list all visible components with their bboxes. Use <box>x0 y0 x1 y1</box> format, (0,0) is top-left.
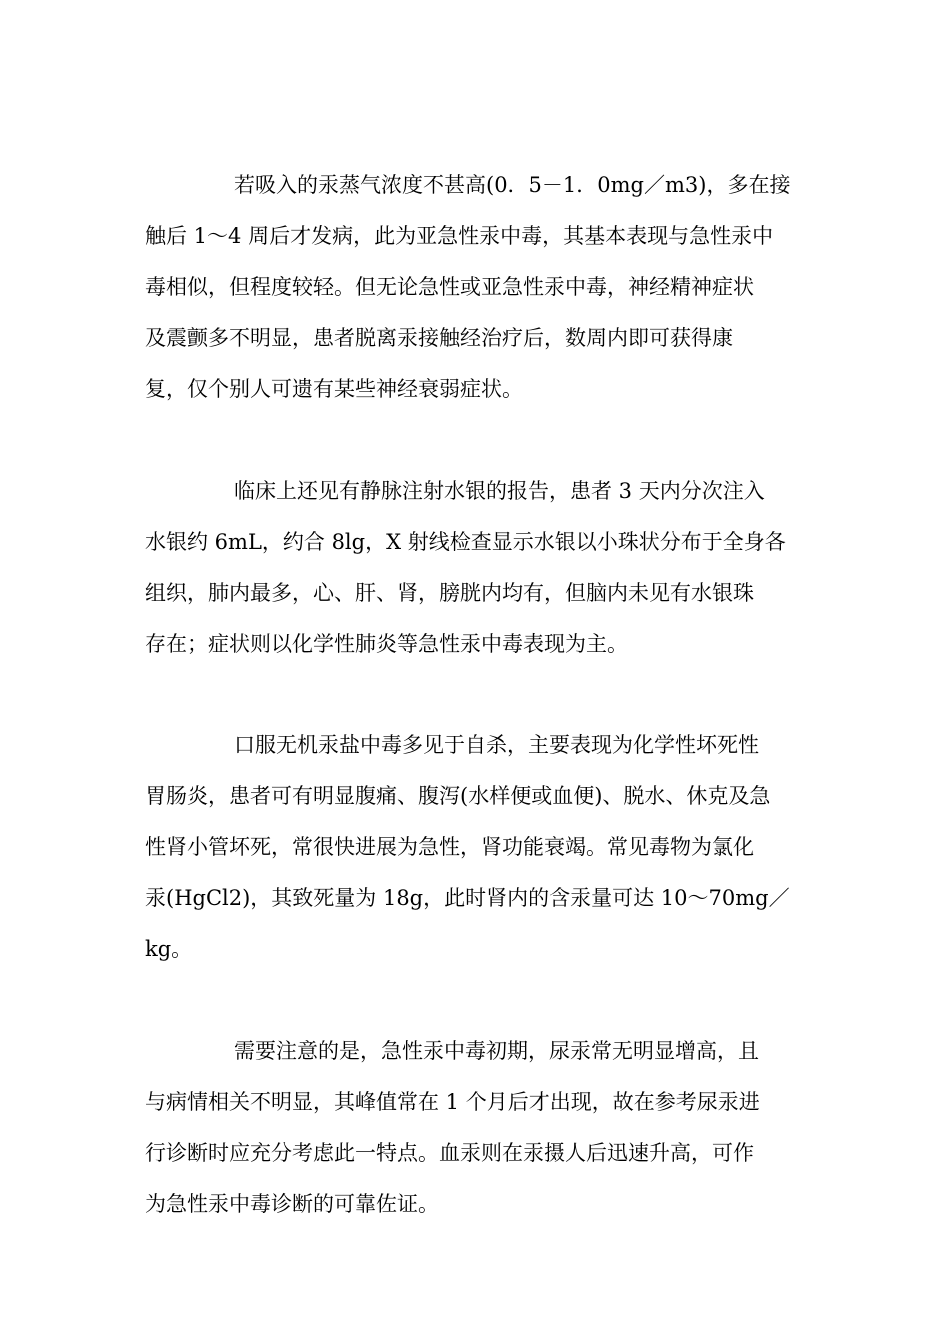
paragraph-line: 存在；症状则以化学性肺炎等急性汞中毒表现为主。 <box>145 632 628 656</box>
paragraph-line: 触后 1～4 周后才发病，此为亚急性汞中毒，其基本表现与急性汞中 <box>145 224 774 248</box>
paragraph-line: 临床上还见有静脉注射水银的报告，患者 3 天内分次注入 <box>234 479 765 503</box>
paragraph-intravenous-mercury <box>145 466 810 670</box>
paragraph-line: 胃肠炎，患者可有明显腹痛、腹泻(水样便或血便)、脱水、休克及急 <box>145 784 771 808</box>
paragraph-line: 性肾小管坏死，常很快进展为急性，肾功能衰竭。常见毒物为氯化 <box>145 835 754 859</box>
paragraph-line: kg。 <box>145 937 193 961</box>
paragraph-line: 若吸入的汞蒸气浓度不甚高(0．5－1．0mg／m3)，多在接 <box>234 173 791 197</box>
paragraph-line: 与病情相关不明显，其峰值常在 1 个月后才出现，故在参考尿汞进 <box>145 1090 760 1114</box>
paragraph-line: 为急性汞中毒诊断的可靠佐证。 <box>145 1192 439 1216</box>
paragraph-line: 口服无机汞盐中毒多见于自杀，主要表现为化学性坏死性 <box>234 733 759 757</box>
paragraph-line: 汞(HgCl2)，其致死量为 18g，此时肾内的含汞量可达 10～70mg／ <box>145 886 790 910</box>
paragraph-subacute-poisoning <box>145 160 810 415</box>
paragraph-line: 行诊断时应充分考虑此一特点。血汞则在汞摄人后迅速升高，可作 <box>145 1141 754 1165</box>
paragraph-line: 组织，肺内最多，心、肝、肾，膀胱内均有，但脑内未见有水银珠 <box>145 581 754 605</box>
paragraph-oral-mercury-salt <box>145 720 810 975</box>
paragraph-line: 复，仅个别人可遗有某些神经衰弱症状。 <box>145 377 523 401</box>
paragraph-line: 需要注意的是，急性汞中毒初期，尿汞常无明显增高，且 <box>234 1039 759 1063</box>
paragraph-line: 水银约 6mL，约合 8lg，X 射线检查显示水银以小珠状分布于全身各 <box>145 530 786 554</box>
paragraph-line: 毒相似，但程度较轻。但无论急性或亚急性汞中毒，神经精神症状 <box>145 275 754 299</box>
paragraph-line: 及震颤多不明显，患者脱离汞接触经治疗后，数周内即可获得康 <box>145 326 733 350</box>
paragraph-diagnosis-note <box>145 1026 810 1230</box>
